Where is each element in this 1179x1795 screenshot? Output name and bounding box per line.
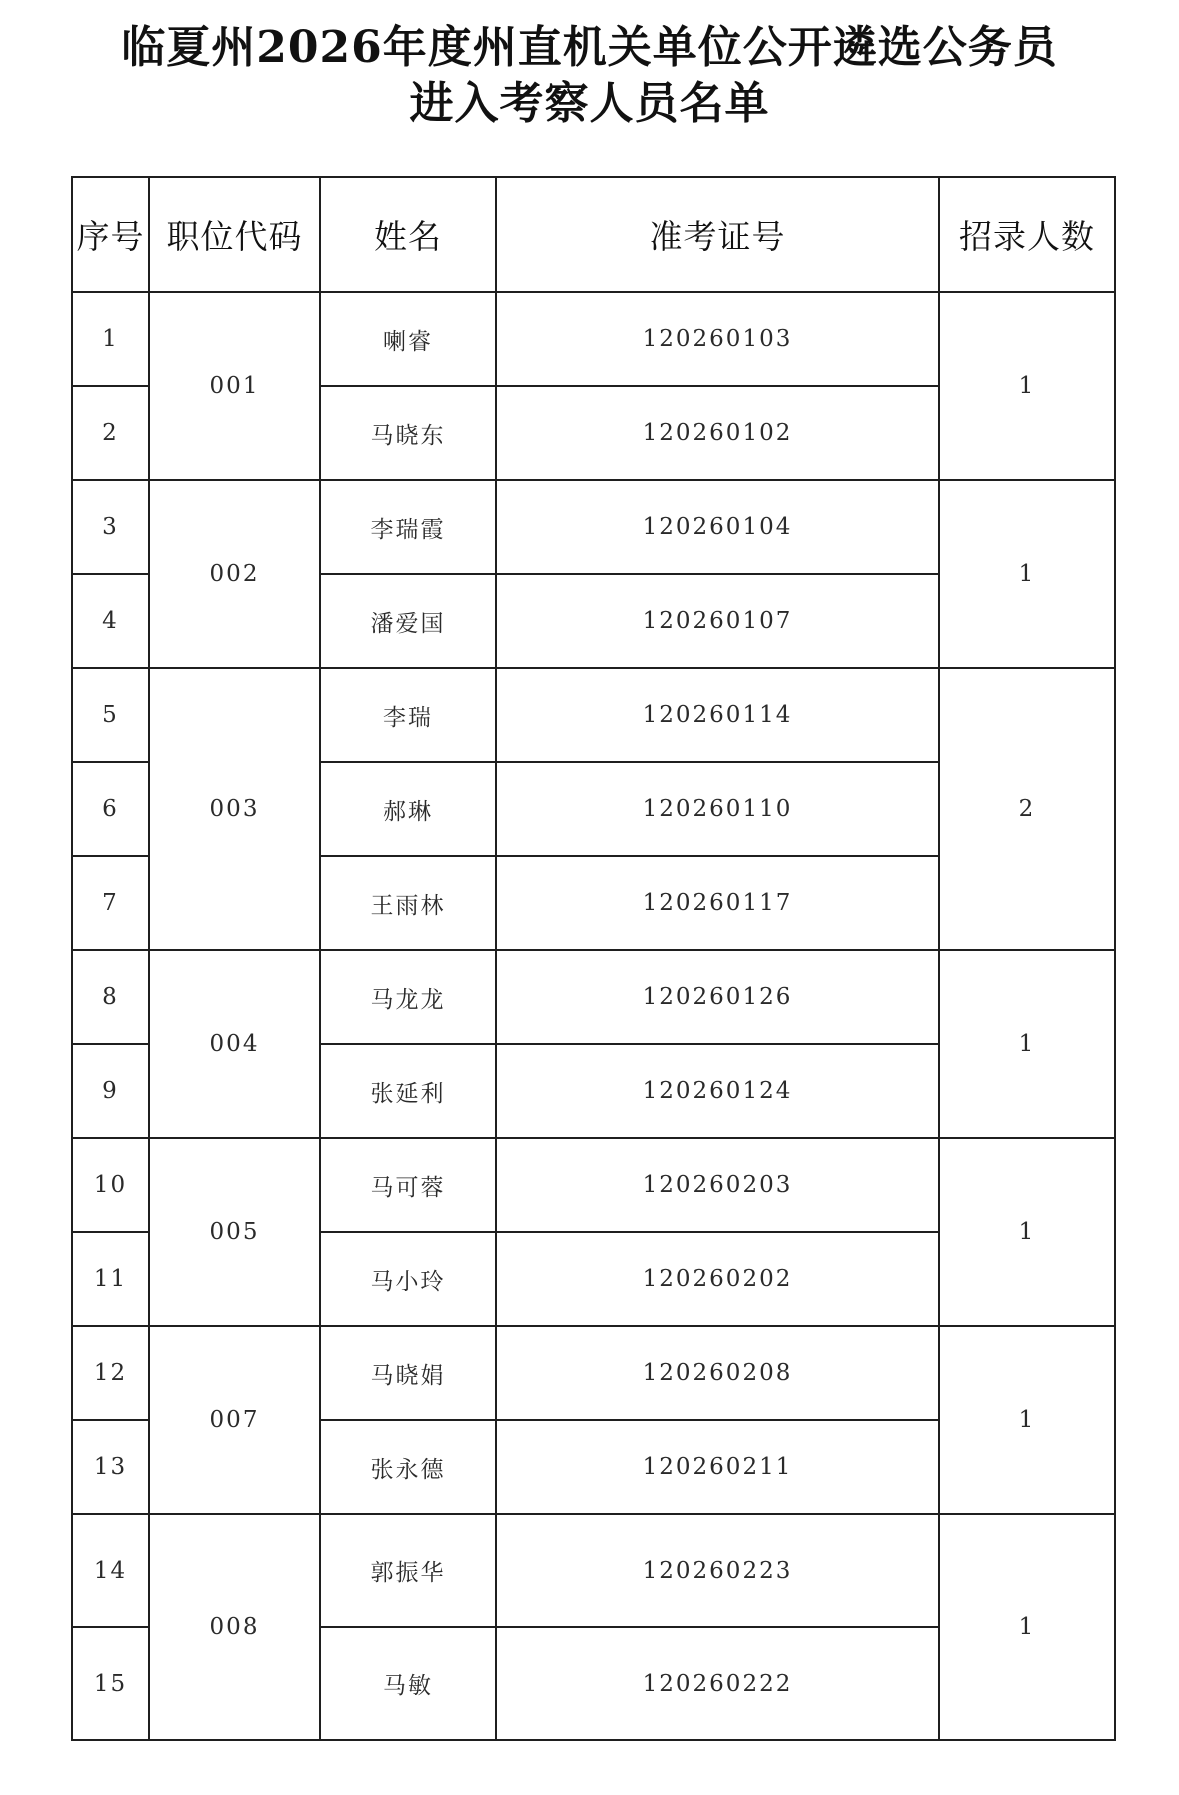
exam-no-cell: 120260203 — [496, 1138, 939, 1232]
seq-cell: 10 — [72, 1138, 149, 1232]
seq-cell: 8 — [72, 950, 149, 1044]
seq-cell: 9 — [72, 1044, 149, 1138]
seq-cell: 5 — [72, 668, 149, 762]
position-code-cell: 003 — [149, 668, 320, 950]
exam-no-cell: 120260117 — [496, 856, 939, 950]
candidate-table — [71, 176, 1116, 1741]
exam-no-cell: 120260223 — [496, 1514, 939, 1627]
exam-no-cell: 120260104 — [496, 480, 939, 574]
table-row — [72, 1138, 1115, 1232]
quota-cell: 1 — [939, 1326, 1115, 1514]
quota-cell: 1 — [939, 950, 1115, 1138]
name-cell: 张永德 — [320, 1420, 496, 1514]
position-code-cell: 005 — [149, 1138, 320, 1326]
table-row — [72, 1326, 1115, 1420]
name-cell: 王雨林 — [320, 856, 496, 950]
exam-no-cell: 120260211 — [496, 1420, 939, 1514]
exam-no-cell: 120260114 — [496, 668, 939, 762]
position-code-cell: 001 — [149, 292, 320, 480]
seq-cell: 2 — [72, 386, 149, 480]
quota-cell: 2 — [939, 668, 1115, 950]
table-row — [72, 480, 1115, 574]
seq-cell: 3 — [72, 480, 149, 574]
table-row — [72, 1514, 1115, 1627]
table-header-row — [72, 177, 1115, 292]
exam-no-cell: 120260222 — [496, 1627, 939, 1740]
seq-cell: 12 — [72, 1326, 149, 1420]
exam-no-cell: 120260202 — [496, 1232, 939, 1326]
name-cell: 张延利 — [320, 1044, 496, 1138]
header-exam-no: 准考证号 — [496, 177, 939, 292]
position-code-cell: 007 — [149, 1326, 320, 1514]
name-cell: 李瑞 — [320, 668, 496, 762]
seq-cell: 11 — [72, 1232, 149, 1326]
exam-no-cell: 120260103 — [496, 292, 939, 386]
exam-no-cell: 120260102 — [496, 386, 939, 480]
exam-no-cell: 120260124 — [496, 1044, 939, 1138]
position-code-cell: 004 — [149, 950, 320, 1138]
table-body — [72, 292, 1115, 1740]
name-cell: 潘爱国 — [320, 574, 496, 668]
document-title: 临夏州2026年度州直机关单位公开遴选公务员 — [121, 22, 1058, 73]
exam-no-cell: 120260110 — [496, 762, 939, 856]
seq-cell: 13 — [72, 1420, 149, 1514]
document-subtitle: 进入考察人员名单 — [409, 78, 770, 129]
seq-cell: 14 — [72, 1514, 149, 1627]
exam-no-cell: 120260126 — [496, 950, 939, 1044]
table-row — [72, 950, 1115, 1044]
header-name: 姓名 — [320, 177, 496, 292]
name-cell: 马龙龙 — [320, 950, 496, 1044]
name-cell: 马小玲 — [320, 1232, 496, 1326]
seq-cell: 7 — [72, 856, 149, 950]
quota-cell: 1 — [939, 292, 1115, 480]
seq-cell: 15 — [72, 1627, 149, 1740]
name-cell: 马晓东 — [320, 386, 496, 480]
position-code-cell: 002 — [149, 480, 320, 668]
exam-no-cell: 120260107 — [496, 574, 939, 668]
table-row — [72, 668, 1115, 762]
header-seq: 序号 — [72, 177, 149, 292]
header-quota: 招录人数 — [939, 177, 1115, 292]
header-position-code: 职位代码 — [149, 177, 320, 292]
name-cell: 郭振华 — [320, 1514, 496, 1627]
seq-cell: 1 — [72, 292, 149, 386]
name-cell: 马晓娟 — [320, 1326, 496, 1420]
name-cell: 马可蓉 — [320, 1138, 496, 1232]
quota-cell: 1 — [939, 1514, 1115, 1740]
table-row — [72, 292, 1115, 386]
quota-cell: 1 — [939, 1138, 1115, 1326]
seq-cell: 6 — [72, 762, 149, 856]
name-cell: 李瑞霞 — [320, 480, 496, 574]
name-cell: 马敏 — [320, 1627, 496, 1740]
name-cell: 喇睿 — [320, 292, 496, 386]
position-code-cell: 008 — [149, 1514, 320, 1740]
quota-cell: 1 — [939, 480, 1115, 668]
seq-cell: 4 — [72, 574, 149, 668]
name-cell: 郝琳 — [320, 762, 496, 856]
exam-no-cell: 120260208 — [496, 1326, 939, 1420]
